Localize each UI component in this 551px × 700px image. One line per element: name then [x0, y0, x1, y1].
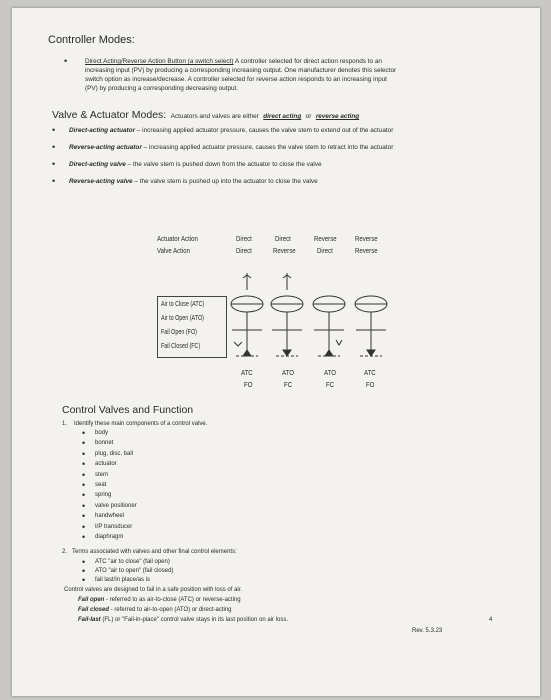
fail-closed-line: Fail closed - referred to air-to-open (ATO) or direct-acting: [78, 607, 232, 613]
col4-actuator: Reverse: [355, 234, 378, 243]
legend-item: Air to Open (ATO): [161, 313, 204, 322]
col1-valve: Direct: [236, 246, 252, 255]
term-item: ATC "air to close" (fail open): [95, 559, 170, 565]
bullet-dot: •: [82, 511, 86, 522]
bullet-dot: •: [82, 500, 86, 511]
valve-mode-item: Reverse-acting actuator – increasing applied actuator pressure, causes the valve stem to retract into the actuator: [69, 144, 394, 151]
col1-fail: FO: [244, 380, 253, 389]
component-item: seat: [95, 482, 107, 488]
bullet-dot: •: [52, 142, 56, 152]
valve-actuator-heading-row: Valve & Actuator Modes: Actuators and valves are either direct acting or reverse acting: [52, 109, 360, 121]
term-item: ATO "air to open" (fail closed): [95, 568, 174, 574]
controller-mode-line-2: increasing input (PV) by producing a corresponding increasing output. One manufacturer denotes this selector: [85, 67, 397, 74]
bullet-dot: •: [82, 480, 86, 490]
bullet-dot: •: [82, 459, 86, 470]
col1-actuator: Direct: [236, 234, 252, 243]
valve-mode-item: Direct-acting valve – the valve stem is pushed down from the actuator to close the valve: [69, 161, 322, 168]
component-item: handwheel: [95, 513, 125, 520]
col4-valve: Reverse: [355, 246, 378, 255]
component-item: stem: [95, 471, 109, 478]
question-2-number: 2.: [62, 549, 68, 555]
col4-air: ATC: [364, 368, 376, 377]
bullet-dot: •: [82, 469, 86, 480]
col1-air: ATC: [241, 368, 253, 377]
bullet-dot: •: [82, 566, 86, 576]
bullet-dot: •: [52, 176, 56, 186]
col4-fail: FO: [366, 380, 375, 389]
col2-valve: Reverse: [273, 246, 296, 255]
bullet-dot: •: [82, 575, 86, 585]
legend-item: Air to Close (ATC): [161, 299, 205, 308]
bullet-dot: •: [82, 557, 86, 567]
valve-drawing-4: [355, 296, 387, 356]
controller-mode-line-3: switch option as increase/decrease. A controller selected for reverse action responds to an increasing input: [85, 76, 387, 83]
component-item: body: [95, 430, 109, 436]
legend-item: Fail Closed (FC): [161, 341, 201, 350]
controller-mode-line-1: Direct Acting/Reverse Action Button (a switch select) A controller selected for direct action responds to an: [85, 58, 382, 65]
fail-open-line: Fail open - referred to as air-to-close (ATC) or reverse-acting: [78, 597, 241, 603]
controller-mode-term: Direct Acting/Reverse Action Button (a switch select): [85, 58, 234, 65]
valve-mode-item: Direct-acting actuator – increasing applied actuator pressure, causes the valve stem to extend out of the actuator: [69, 127, 394, 134]
bullet-dot: •: [82, 448, 86, 459]
col3-fail: FC: [326, 380, 335, 389]
question-2-text: Terms associated with valves and other final control elements:: [72, 549, 237, 555]
component-item: valve positioner: [95, 502, 137, 509]
component-item: spring: [95, 492, 112, 499]
valve-drawing-3: [313, 296, 345, 356]
question-1-number: 1.: [62, 421, 68, 427]
valve-mode-item: Reverse-acting valve – the valve stem is pushed up into the actuator to close the valve: [69, 178, 318, 185]
bullet-dot: •: [82, 490, 86, 501]
diagram-legend-box: [157, 296, 227, 358]
bullet-dot: •: [82, 438, 86, 449]
question-1-text: Identify these main components of a control valve.: [74, 421, 208, 427]
diagram-row1-label: Actuator Action: [157, 234, 198, 243]
controller-mode-line-4: (PV) by producing a corresponding decreasing output.: [85, 85, 239, 92]
col3-air: ATO: [324, 368, 336, 377]
bullet-dot: •: [82, 532, 86, 542]
bullet-dot: •: [52, 125, 56, 135]
col2-actuator: Direct: [275, 234, 291, 243]
legend-item: Fail Open (FO): [161, 327, 197, 336]
page-title: Controller Modes:: [48, 34, 135, 46]
valve-diagram: [226, 270, 396, 366]
fail-safe-note: Control valves are designed to fail in a safe position with loss of air.: [64, 587, 243, 593]
diagram-row2-label: Valve Action: [157, 246, 190, 255]
valve-drawing-1: [231, 273, 263, 356]
document-page: [12, 8, 540, 696]
term-item: fail last/in place/as is: [95, 577, 151, 583]
col3-actuator: Reverse: [314, 234, 337, 243]
valve-drawing-2: [271, 273, 303, 356]
bullet-dot: •: [82, 428, 86, 438]
component-item: plug, disc, ball: [95, 450, 134, 457]
control-valves-heading: Control Valves and Function: [62, 404, 194, 416]
col2-air: ATO: [282, 368, 294, 377]
col2-fail: FC: [284, 380, 293, 389]
component-item: I/P transducer: [95, 523, 133, 530]
revision-label: Rev. 5.3.23: [412, 628, 443, 634]
component-item: bonnet: [95, 440, 114, 447]
bullet-dot: •: [82, 521, 86, 532]
bullet-dot: •: [52, 159, 56, 169]
col3-valve: Direct: [317, 246, 333, 255]
valve-actuator-heading: Valve & Actuator Modes:: [52, 109, 167, 121]
page-number: 4: [489, 617, 493, 623]
bullet-dot: •: [64, 56, 68, 66]
fail-last-line: Fail-last (FL) or "Fail-in-place" control valve stays in its last position on air loss.: [78, 617, 289, 623]
component-item: diaphragm: [95, 534, 124, 540]
component-item: actuator: [95, 461, 117, 468]
